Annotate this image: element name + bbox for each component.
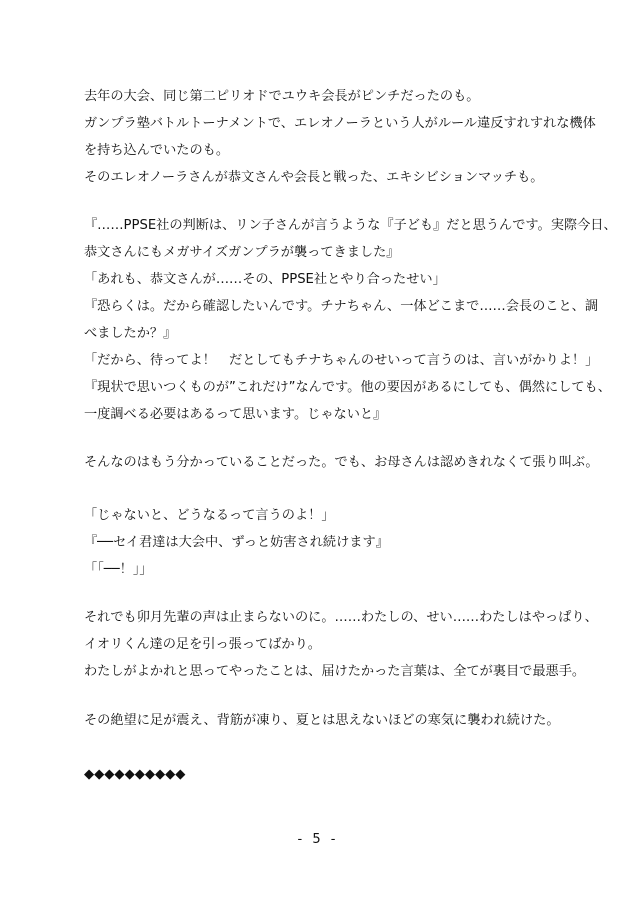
dialogue-line: 『恐らくは。だから確認したいんです。チナちゃん、一体どこまで……会長のこと、調 bbox=[84, 299, 599, 314]
page-number: - 5 - bbox=[297, 832, 339, 847]
dialogue-line: 「あれも、恭文さんが……その、PPSE社とやり合ったせい」 bbox=[84, 272, 446, 287]
text-line: 去年の大会、同じ第二ピリオドでユウキ会長がピンチだったのも。 bbox=[84, 89, 480, 104]
text-line: わたしがよかれと思ってやったことは、届けたかった言葉は、全てが裏目で最悪手。 bbox=[84, 664, 586, 679]
dialogue-line: 『現状で思いつくものが”これだけ”なんです。他の要因があるにしても、偶然にしても、 bbox=[84, 380, 611, 395]
text-line: それでも卯月先輩の声は止まらないのに。……わたしの、せい……わたしはやっぱり、 bbox=[84, 610, 598, 625]
dialogue-line: べましたか？』 bbox=[84, 326, 177, 341]
text-line: を持ち込んでいたのも。 bbox=[84, 143, 230, 158]
dialogue-line: 「じゃないと、どうなるって言うのよ！」 bbox=[84, 508, 335, 523]
dialogue-line: 『──セイ君達は大会中、ずっと妨害され続けます』 bbox=[84, 535, 389, 550]
dialogue-line: 『……PPSE社の判断は、リン子さんが言うような『子ども』だと思うんです。実際今日、 bbox=[84, 218, 617, 233]
text-line: イオリくん達の足を引っ張ってばかり。 bbox=[84, 637, 321, 652]
text-line: ガンプラ塾バトルトーナメントで、エレオノーラという人がルール違反すれすれな機体 bbox=[84, 116, 596, 131]
text-line: そのエレオノーラさんが恭文さんや会長と戦った、エキシビションマッチも。 bbox=[84, 170, 544, 185]
text-line: そんなのはもう分かっていることだった。でも、お母さんは認めきれなくて張り叫ぶ。 bbox=[84, 455, 599, 470]
dialogue-line: 一度調べる必要はあるって思います。じゃないと』 bbox=[84, 407, 387, 422]
text-line: その絶望に足が震え、背筋が凍り、夏とは思えないほどの寒気に襲われ続けた。 bbox=[84, 713, 560, 728]
scene-separator: ◆◆◆◆◆◆◆◆◆◆ bbox=[84, 767, 186, 782]
dialogue-line: 「だから、待ってよ！ だとしてもチナちゃんのせいって言うのは、言いがかりよ！」 bbox=[84, 353, 599, 368]
dialogue-line: 「「──！」」 bbox=[84, 562, 153, 577]
dialogue-line: 恭文さんにもメガサイズガンプラが襲ってきました』 bbox=[84, 245, 400, 260]
